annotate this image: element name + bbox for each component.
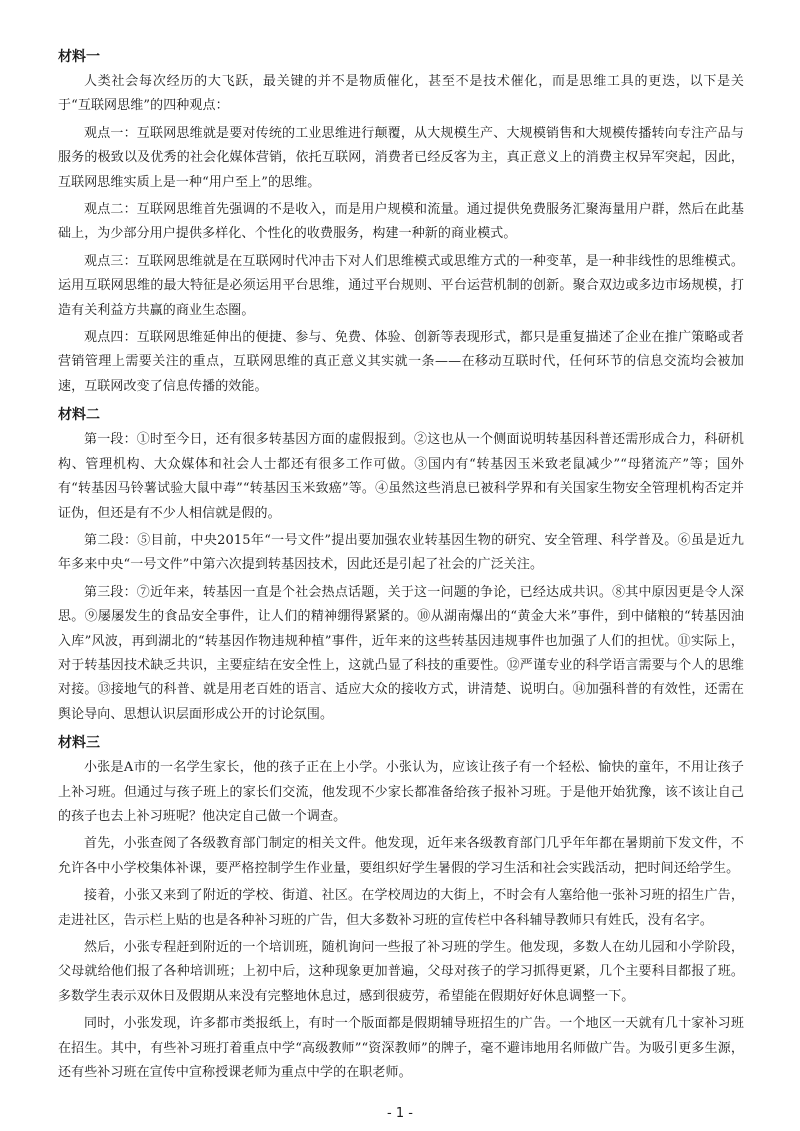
- section-material-2: [58, 402, 744, 727]
- paragraph: 观点四：互联网思维延伸出的便捷、参与、免费、体验、创新等表现形式，都只是重复描述了企业在推广策略或者营销管理上需要关注的重点，互联网思维的真正意义其实就一条——在移动互联时代，任何环节的信息交流均会被加速，互联网改变了信息传播的效能。: [58, 330, 744, 394]
- section-title: 材料二: [58, 407, 100, 424]
- paragraph: 然后，小张专程赶到附近的一个培训班，随机询问一些报了补习班的学生。他发现，多数人在幼儿园和小学阶段，父母就给他们报了各种培训班；上初中后，这种现象更加普遍，父母对孩子的学习抓得更紧，几个主要科目都报了班。多数学生表示双休日及假期从来没有完整地休息过，感到很疲劳，希望能在假期好好休息调整一下。: [58, 940, 744, 1004]
- section-material-1: [58, 44, 744, 399]
- paragraph: 小张是A市的一名学生家长，他的孩子正在上小学。小张认为，应该让孩子有一个轻松、愉快的童年，不用让孩子上补习班。但通过与孩子班上的家长们交流，他发现不少家长都准备给孩子报补习班。于是他开始犹豫，该不该让自己的孩子也去上补习班呢？他决定自己做一个调查。: [58, 760, 744, 824]
- page-number: - 1 -: [387, 1106, 413, 1121]
- paragraph: 第二段：⑤目前，中央2015年“一号文件”提出要加强农业转基因生物的研究、安全管理、科学普及。⑥虽是近九年多来中央“一号文件”中第六次提到转基因技术，因此还是引起了社会的广泛关注。: [58, 532, 744, 573]
- paragraph: 第三段：⑦近年来，转基因一直是个社会热点话题，关于这一问题的争论，已经达成共识。⑧其中原因更是令人深思。⑨屡屡发生的食品安全事件，让人们的精神绷得紧紧的。⑩从湖南爆出的“黄金大米”事件，到中储粮的“转基因油入库”风波，再到湖北的“转基因作物违规种植”事件，近年来的这些转基因违规事件也加强了人们的担忧。⑪实际上，对于转基因技术缺乏共识，主要症结在安全性上，这就凸显了科技的重要性。⑫严谨专业的科学语言需要与个人的思维对接。⑬接地气的科普、就是用老百姓的语言、适应大众的接收方式，讲清楚、说明白。⑭加强科普的有效性，还需在舆论导向、思想认识层面形成公开的讨论氛围。: [58, 584, 744, 722]
- paragraph: 首先，小张查阅了各级教育部门制定的相关文件。他发现，近年来各级教育部门几乎年年都在暑期前下发文件，不允许各中小学校集体补课，要严格控制学生作业量，要组织好学生暑假的学习生活和社会实践活动，把时间还给学生。: [58, 836, 744, 876]
- paragraph: 第一段：①时至今日，还有很多转基因方面的虚假报到。②这也从一个侧面说明转基因科普还需形成合力，科研机构、管理机构、大众媒体和社会人士都还有很多工作可做。③国内有“转基因玉米致老鼠减少”“母猪流产”等；国外有“转基因马铃薯试验大鼠中毒”“转基因玉米致癌”等。④虽然这些消息已被科学界和有关国家生物安全管理机构否定并证伪，但还是有不少人相信就是假的。: [58, 432, 744, 521]
- section-material-3: [58, 730, 744, 1085]
- paragraph: 同时，小张发现，许多都市类报纸上，有时一个版面都是假期辅导班招生的广告。一个地区一天就有几十家补习班在招生。其中，有些补习班打着重点中学“高级教师”“资深教师”的牌子，毫不避讳地用名师做广告。为吸引更多生源，还有些补习班在宣传中宣称授课老师为重点中学的在职老师。: [58, 1016, 744, 1081]
- section-title: 材料三: [58, 735, 100, 752]
- paragraph: 观点三：互联网思维就是在互联网时代冲击下对人们思维模式或思维方式的一种变革，是一种非线性的思维模式。运用互联网思维的最大特征是必须运用平台思维，通过平台规则、平台运营机制的创新。聚合双边或多边市场规模，打造有关利益方共赢的商业生态圈。: [58, 253, 744, 318]
- paragraph: 观点一：互联网思维就是要对传统的工业思维进行颠覆，从大规模生产、大规模销售和大规模传播转向专注产品与服务的极致以及优秀的社会化媒体营销，依托互联网，消费者已经反客为主，真正意义上的消费主权异军突起，因此，互联网思维实质上是一种“用户至上”的思维。: [58, 125, 744, 190]
- paragraph: 观点二：互联网思维首先强调的不是收入，而是用户规模和流量。通过提供免费服务汇聚海量用户群，然后在此基础上，为少部分用户提供多样化、个性化的收费服务，构建一种新的商业模式。: [58, 202, 744, 242]
- paragraph: 人类社会每次经历的大飞跃，最关键的并不是物质催化，甚至不是技术催化，而是思维工具的更迭，以下是关于“互联网思维”的四种观点：: [58, 74, 744, 114]
- document-page: [58, 44, 744, 1088]
- paragraph: 接着，小张又来到了附近的学校、街道、社区。在学校周边的大街上，不时会有人塞给他一张补习班的招生广告，走进社区，告示栏上贴的也是各种补习班的广告，但大多数补习班的宣传栏中各科辅导教师只有姓氏，没有名字。: [58, 888, 744, 928]
- section-title: 材料一: [58, 49, 100, 65]
